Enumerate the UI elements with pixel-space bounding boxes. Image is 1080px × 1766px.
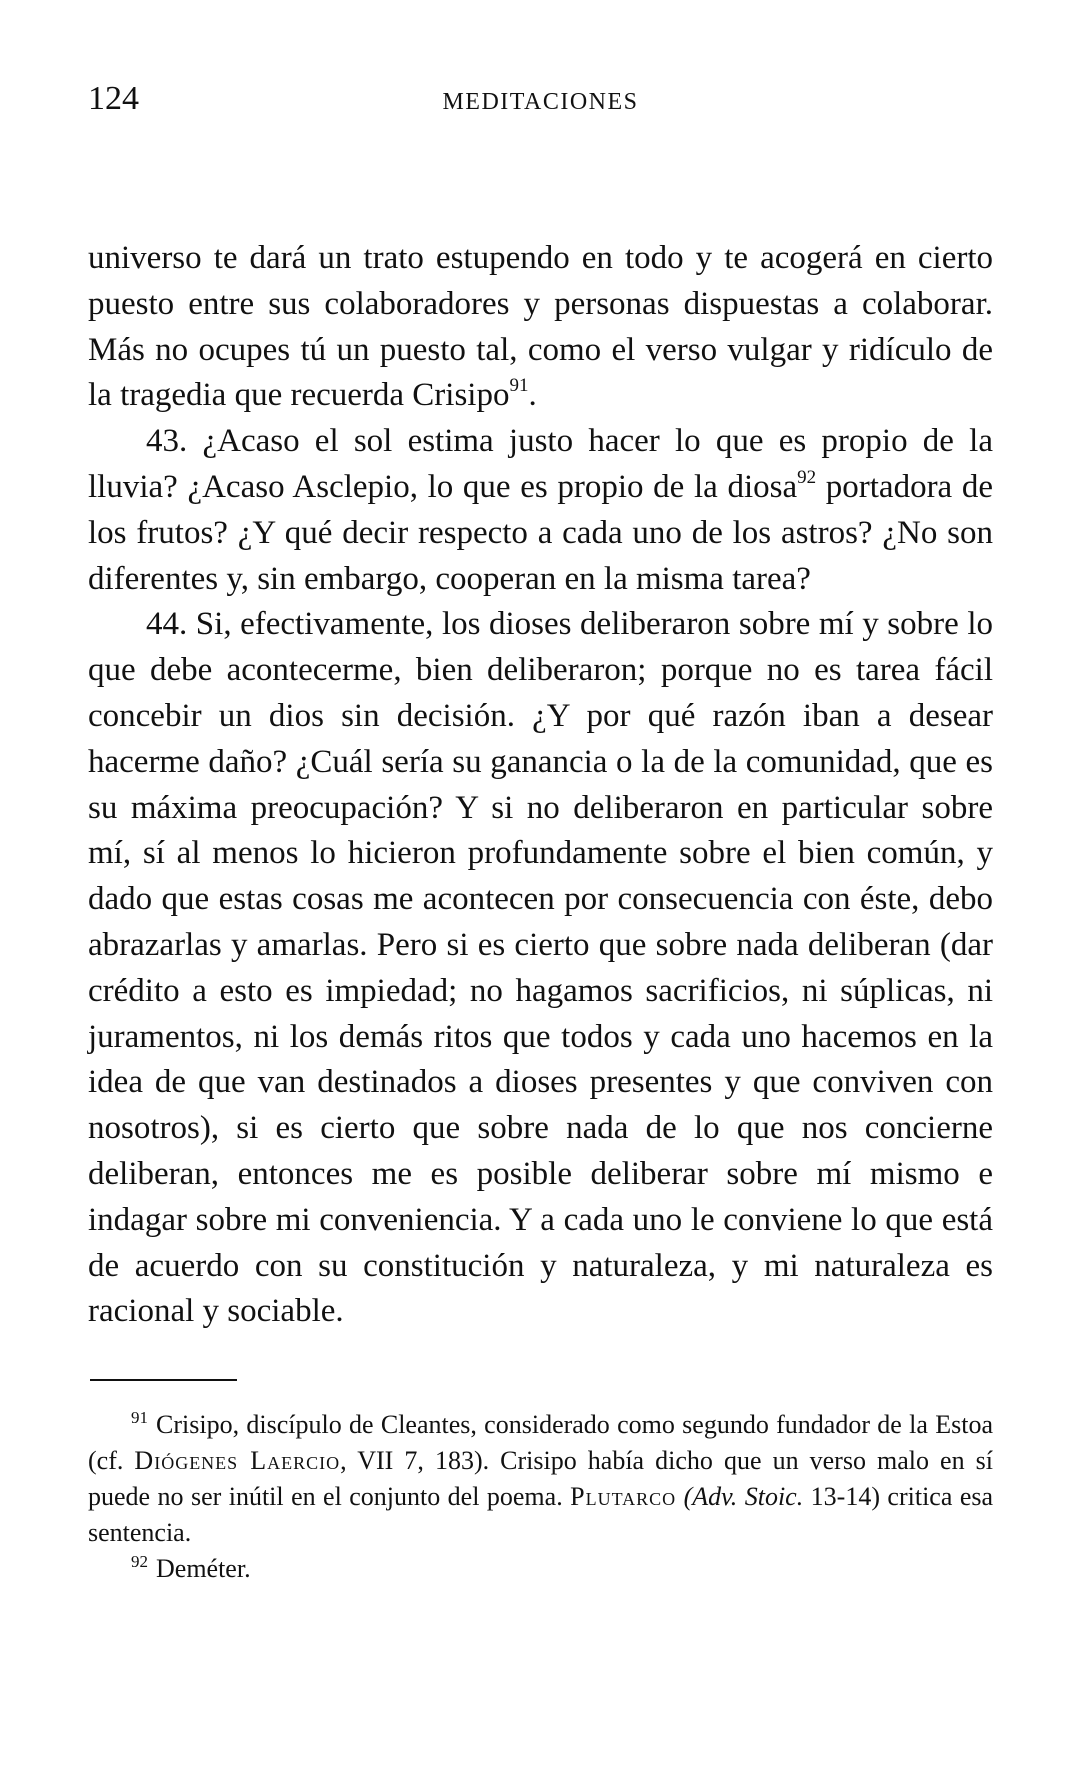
paragraph-text: universo te dará un trato estupendo en todo y te acogerá en cierto puesto entre sus colaboradores y personas dispuestas a colaborar. Más no ocupes tú un puesto tal, como el verso vulgar y ridículo de la tragedia que recuerda Crisipo (88, 240, 993, 414)
author-name: Plutarco (570, 1482, 677, 1512)
running-title: MEDITACIONES (442, 89, 639, 115)
footnote-mark: 92 (131, 1552, 148, 1572)
paragraph-continuation (88, 236, 993, 419)
footnote-reference: 91 (509, 375, 529, 397)
book-page (88, 80, 993, 1587)
main-text (88, 236, 993, 1335)
author-name: Diógenes Laercio (134, 1446, 341, 1476)
footnote-text-cont: , VII 7, 183). Crisipo había dicho que un verso malo en sí puede no ser inútil en el conjunto del poema. (88, 1446, 994, 1512)
footnote-divider (90, 1379, 237, 1381)
footnote-text: Deméter. (156, 1554, 251, 1584)
footnotes (88, 1407, 993, 1587)
footnote-text-end: 13-14) critica esa sentencia. (88, 1482, 994, 1548)
work-title: (Adv. Stoic. (683, 1482, 804, 1512)
paragraph-44 (88, 602, 993, 1335)
paragraph-text-cont: portadora de los frutos? ¿Y qué decir respecto a cada uno de los astros? ¿No son diferentes y, sin embargo, cooperan en la misma tarea? (88, 468, 994, 597)
paragraph-tail: . (528, 377, 537, 414)
paragraph-43 (88, 419, 993, 602)
paragraph-text: 44. Si, efectivamente, los dioses deliberaron sobre mí y sobre lo que debe acontecerme, bien deliberaron; porque no es tarea fácil concebir un dios sin decisión. ¿Y por qué razón iban a desear hacerme daño? ¿Cuál sería su ganancia o la de la comunidad, que es su máxima preocupación? Y si no deliberaron en particular sobre mí, sí al menos lo hicieron profundamente sobre el bien común, y dado que estas cosas me acontecen por consecuencia con éste, debo abrazarlas y amarlas. Pero si es cierto que sobre nada deliberan (dar crédito a esto es impiedad; no hagamos sacrificios, ni súplicas, ni juramentos, ni los demás ritos que todos y cada uno hacemos en la idea de que van destinados a dioses presentes y que conviven con nosotros), si es cierto que sobre nada de lo que nos concierne deliberan, entonces me es posible deliberar sobre mí mismo e indagar sobre mi conveniencia. Y a cada uno le conviene lo que está de acuerdo con su constitución y naturaleza, y mi naturaleza es racional y sociable. (88, 606, 993, 1330)
footnote-text: Crisipo, discípulo de Cleantes, considerado como segundo fundador de la Estoa (cf. (88, 1410, 993, 1476)
page-header (88, 80, 993, 124)
page-number: 124 (88, 80, 139, 117)
footnote-92 (88, 1551, 993, 1587)
footnote-reference: 92 (797, 466, 817, 488)
paragraph-text: 43. ¿Acaso el sol estima justo hacer lo que es propio de la lluvia? ¿Acaso Asclepio, lo que es propio de la diosa (88, 423, 993, 505)
footnote-91 (88, 1407, 993, 1551)
footnote-mark: 91 (131, 1408, 148, 1428)
